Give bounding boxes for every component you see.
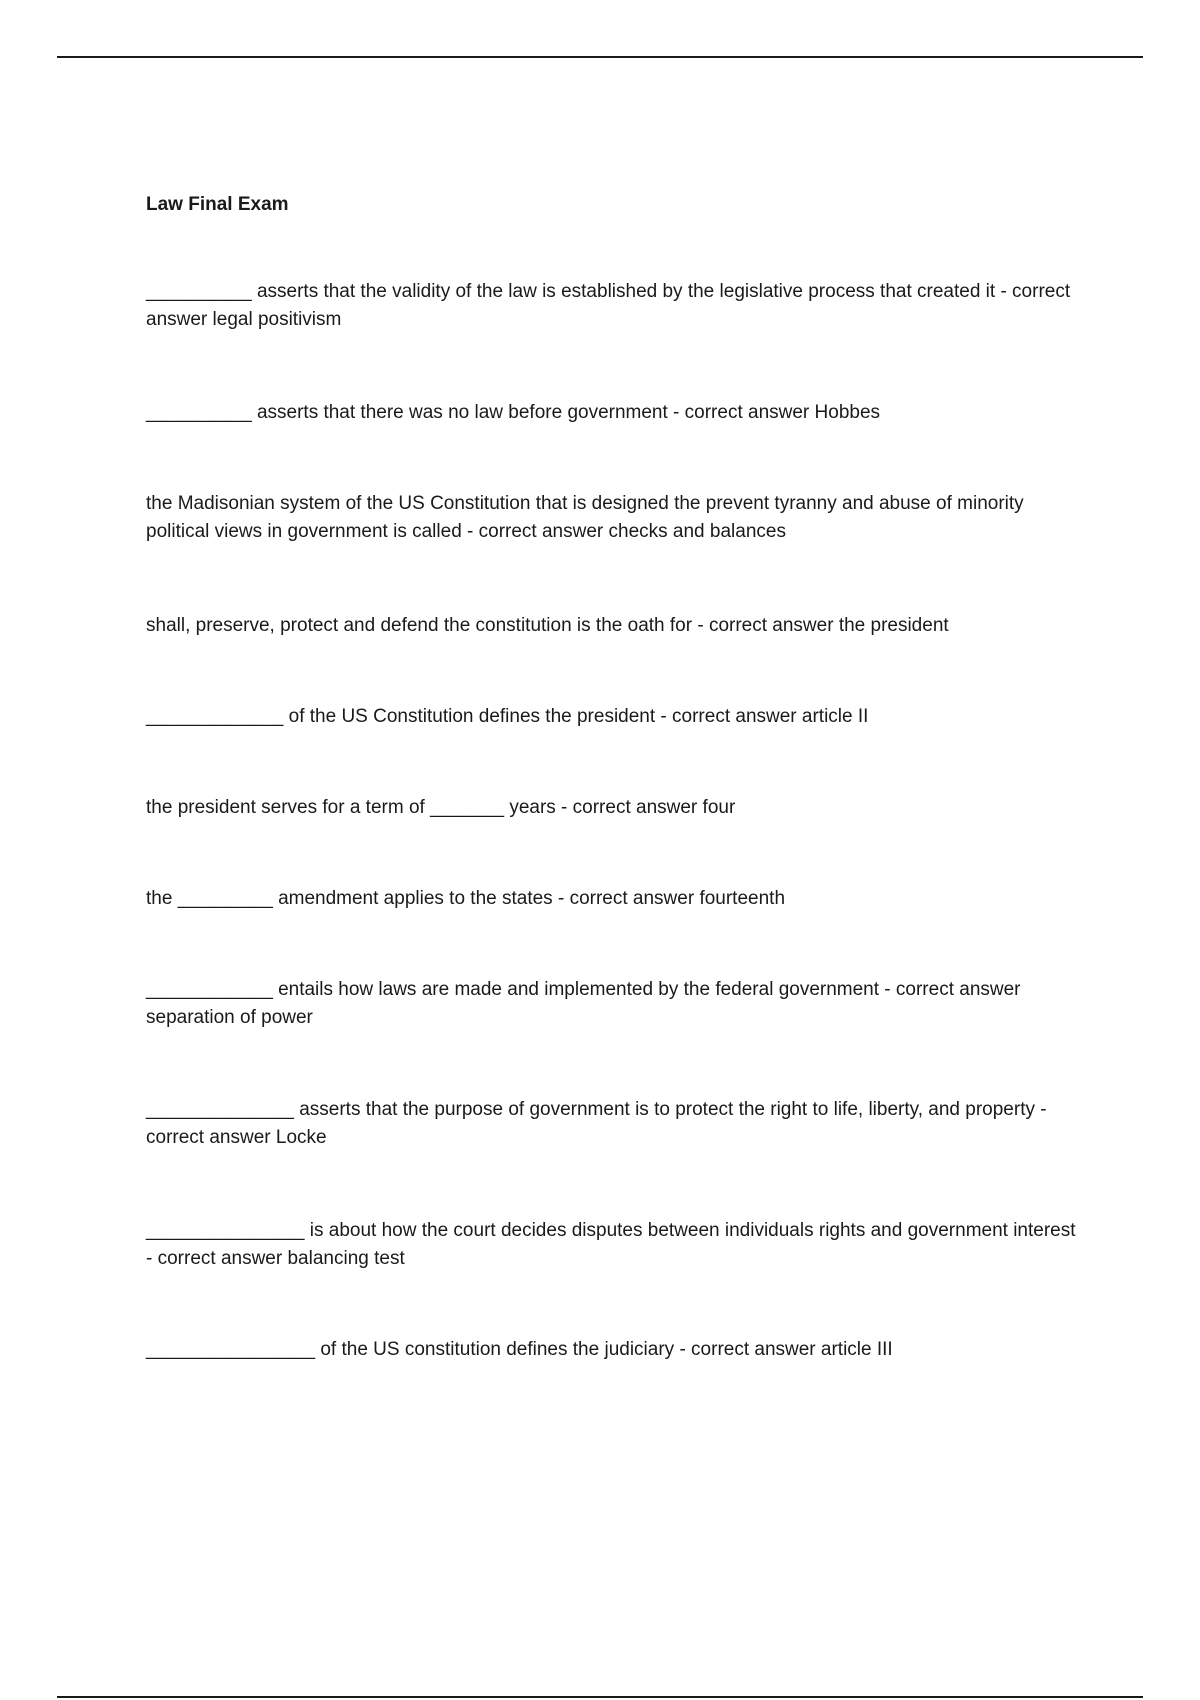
- top-rule: [57, 56, 1143, 58]
- question-5: _____________ of the US Constitution defines the president - correct answer article II: [146, 706, 869, 727]
- question-10: _______________ is about how the court decides disputes between individuals rights and government interest - correct answer balancing test: [146, 1220, 1076, 1269]
- question-8: ____________ entails how laws are made and implemented by the federal government - correct answer separation of power: [146, 979, 1021, 1028]
- document-title: Law Final Exam: [146, 194, 289, 215]
- question-2: __________ asserts that there was no law before government - correct answer Hobbes: [146, 402, 881, 423]
- question-9: ______________ asserts that the purpose of government is to protect the right to life, liberty, and property - correct answer Locke: [146, 1099, 1047, 1148]
- question-3: the Madisonian system of the US Constitution that is designed the prevent tyranny and abuse of minority political views in government is called - correct answer checks and balances: [146, 493, 1024, 542]
- question-7: the _________ amendment applies to the states - correct answer fourteenth: [146, 888, 786, 909]
- question-1: __________ asserts that the validity of the law is established by the legislative process that created it - correct answer legal positivism: [146, 281, 1071, 330]
- question-4: shall, preserve, protect and defend the constitution is the oath for - correct answer the president: [146, 615, 949, 636]
- question-6: the president serves for a term of _______ years - correct answer four: [146, 797, 736, 818]
- question-11: ________________ of the US constitution defines the judiciary - correct answer article III: [146, 1339, 893, 1360]
- bottom-rule: [57, 1696, 1143, 1698]
